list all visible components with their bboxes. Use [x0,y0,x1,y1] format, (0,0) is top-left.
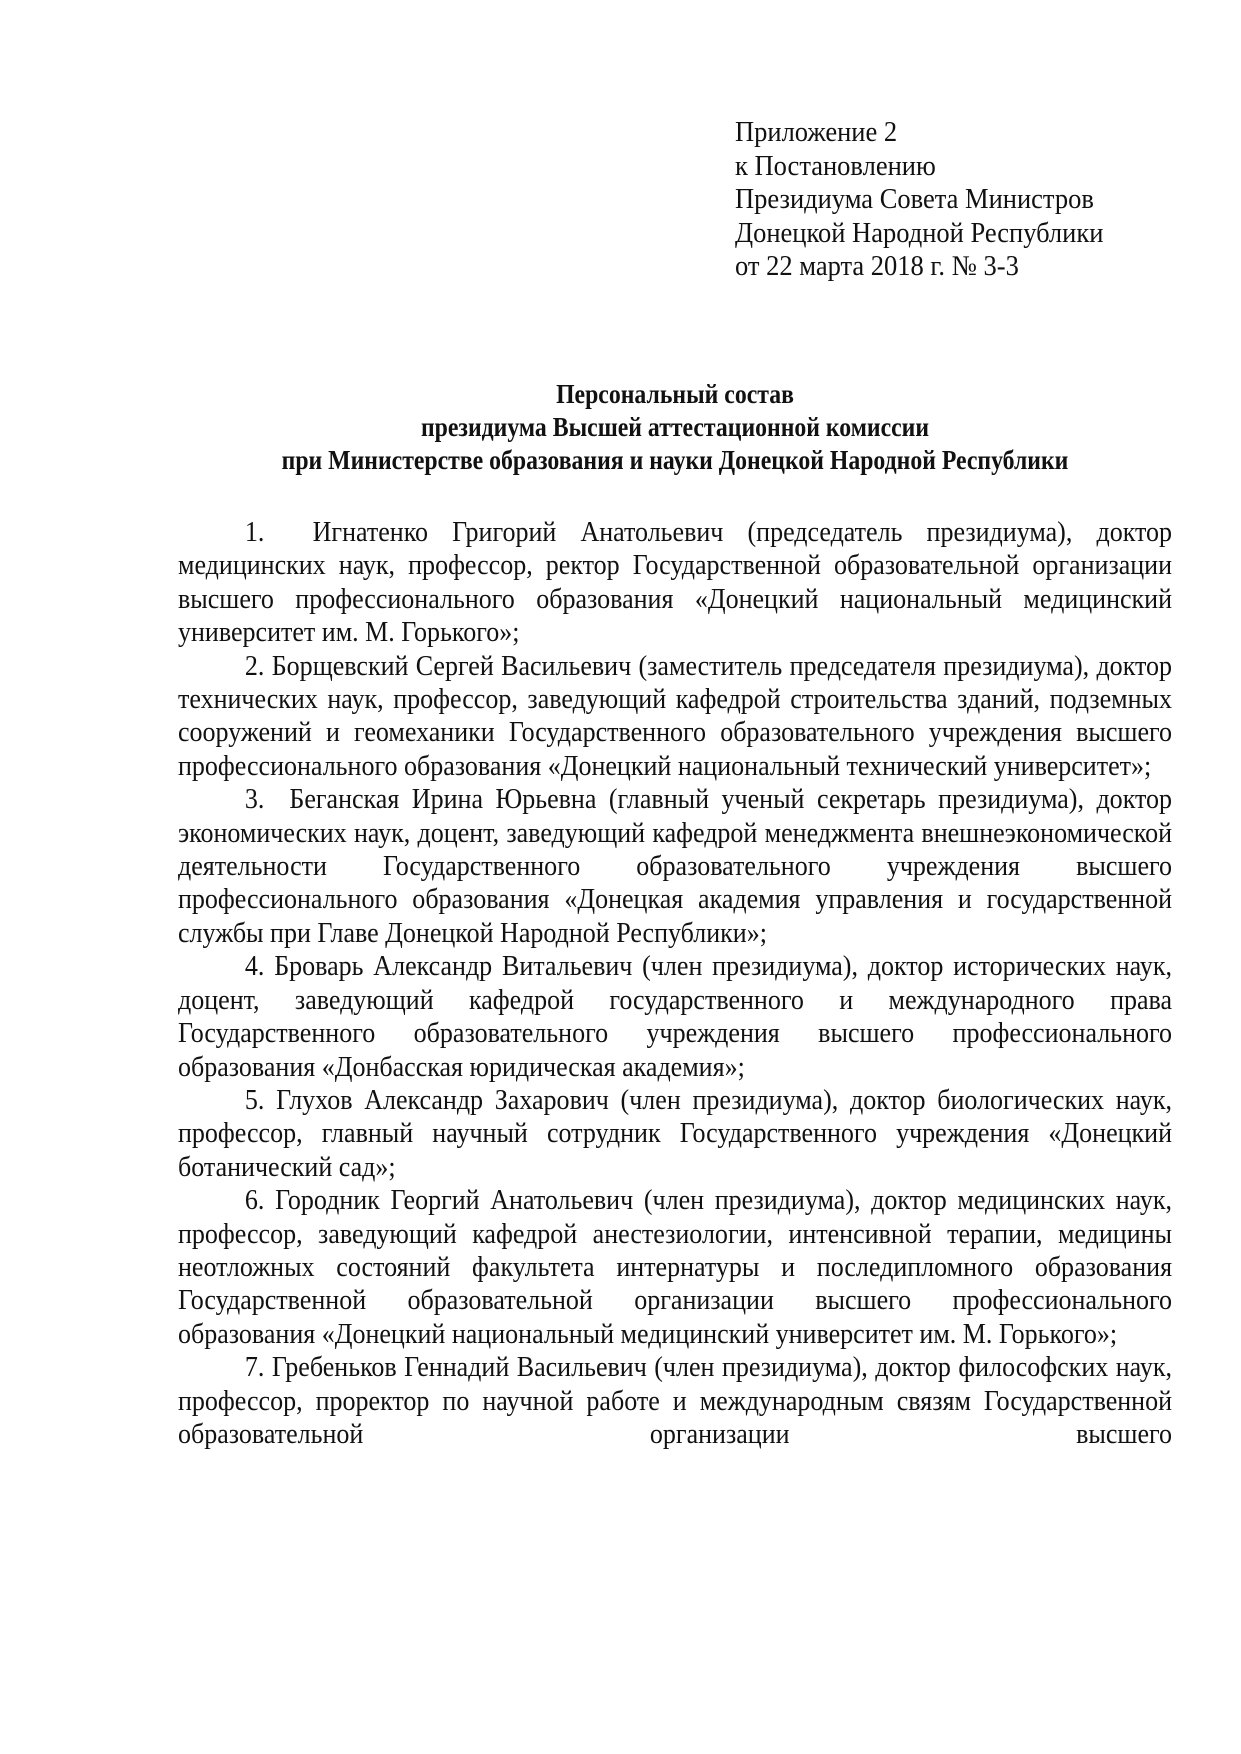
member-number: 7. [244,1352,265,1384]
document-title [178,378,1172,477]
member-number: 3. [244,784,265,816]
member-item [178,650,1172,784]
member-item [178,1184,1172,1351]
members-list [178,516,1172,1451]
appendix-header [735,116,1103,284]
appendix-line: от 22 марта 2018 г. № 3-3 [735,251,1019,282]
member-text: Городник Георгий Анатольевич (член президиума), доктор медицинских наук, профессор, заведующий кафедрой анестезиологии, интенсивной терапии, медицины неотложных состояний факультета интернатуры и последипломного образования Государственной образовательной организации высшего профессионального образования «Донецкий национальный медицинский университет им. М. Горького»; [178,1185,1173,1350]
member-text: Глухов Александр Захарович (член президиума), доктор биологических наук, профессор, главный научный сотрудник Государственного учреждения «Донецкий ботанический сад»; [178,1084,1173,1183]
member-number: 2. [244,650,265,682]
member-item [178,950,1172,1084]
member-number: 5. [244,1084,265,1116]
appendix-line: Президиума Совета Министров [735,184,1094,215]
title-line: при Министерстве образования и науки Донецкой Народной Республики [281,445,1069,475]
member-number: 4. [244,951,265,983]
title-line: Персональный состав [556,379,794,409]
member-text: Борщевский Сергей Васильевич (заместитель председателя президиума), доктор технических наук, профессор, заведующий кафедрой строительства зданий, подземных сооружений и геомеханики Государственного образовательного учреждения высшего профессионального образования «Донецкий национальный технический университет»; [178,650,1173,782]
appendix-line: Приложение 2 [735,117,898,148]
appendix-line: Донецкой Народной Республики [735,217,1104,249]
member-item [178,783,1172,950]
member-text: Броварь Александр Витальевич (член президиума), доктор исторических наук, доцент, заведующий кафедрой государственного и международного права Государственного образовательного учреждения высшего профессионального образования «Донбасская юридическая академия»; [178,951,1173,1083]
title-line: президиума Высшей аттестационной комиссии [420,412,930,442]
member-number: 6. [244,1185,265,1217]
member-item [178,516,1172,650]
member-text: Беганская Ирина Юрьевна (главный ученый секретарь президиума), доктор экономических наук, доцент, заведующий кафедрой менеджмента внешнеэкономической деятельности Государственного образовательного учреждения высшего профессионального образования «Донецкая академия управления и государственной службы при Главе Донецкой Народной Республики»; [178,784,1173,949]
member-number: 1. [244,517,265,548]
member-item [178,1351,1172,1451]
appendix-line: к Постановлению [735,150,936,182]
member-item [178,1084,1172,1184]
member-text: Игнатенко Григорий Анатольевич (председатель президиума), доктор медицинских наук, профессор, ректор Государственной образовательной организации высшего профессионального образования «Донецкий национальный медицинский университет им. М. Горького»; [178,517,1173,649]
member-text: Гребеньков Геннадий Васильевич (член президиума), доктор философских наук, профессор, проректор по научной работе и международным связям Государственной образовательной организации высшего [178,1352,1173,1450]
